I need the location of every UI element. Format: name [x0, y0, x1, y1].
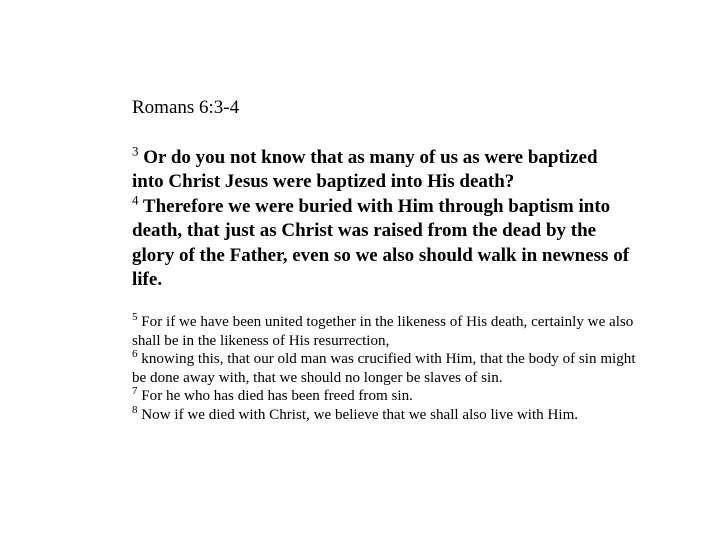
verse-number: 4 — [132, 192, 139, 208]
verse-text: For if we have been united together in the likeness of His death, certainly we also shall be in the likeness of His resurrection, — [132, 314, 634, 349]
verse-text: Therefore we were buried with Him through baptism into death, that just as Christ was raised from the dead by the glory of the Father, even so we also should walk in newness of life. — [132, 195, 630, 291]
verse-6 — [132, 347, 652, 387]
verse-7 — [132, 384, 652, 406]
continuation-passage — [132, 310, 652, 424]
emphasized-passage — [132, 143, 632, 292]
verse-text: Now if we died with Christ, we believe that we shall also live with Him. — [141, 406, 579, 423]
verse-text: For he who has died has been freed from sin. — [141, 388, 413, 404]
verse-number: 6 — [132, 347, 138, 360]
verse-number: 8 — [132, 403, 138, 416]
verse-number: 7 — [132, 384, 138, 397]
verse-text: knowing this, that our old man was crucified with Him, that the body of sin might be done away with, that we should no longer be slaves of sin. — [132, 351, 636, 386]
verse-number: 5 — [132, 310, 138, 323]
verse-8 — [132, 403, 652, 425]
passage-reference: Romans 6:3-4 — [132, 97, 240, 118]
verse-number: 3 — [132, 143, 139, 159]
verse-4 — [132, 192, 632, 293]
verse-3 — [132, 143, 632, 195]
verse-text: Or do you not know that as many of us as were baptized into Christ Jesus were baptized into His death? — [132, 147, 598, 193]
verse-5 — [132, 310, 652, 350]
